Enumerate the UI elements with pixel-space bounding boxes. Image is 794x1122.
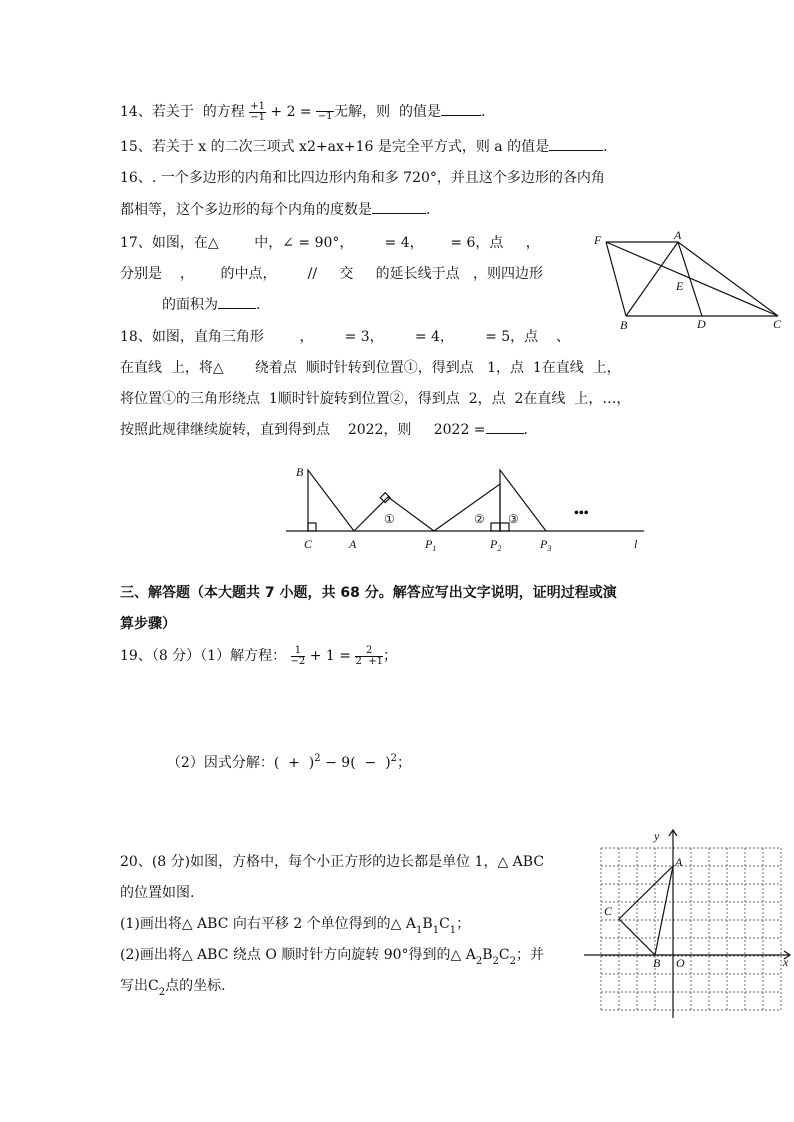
fig20-label-C: C xyxy=(604,904,613,918)
q18-text-a: 18、如图，直角三角形 xyxy=(120,329,264,345)
q18-text-b: ， xyxy=(299,329,314,345)
q14-text-c: + 2 = xyxy=(270,104,312,120)
figure-17-parallelogram xyxy=(592,228,790,334)
q14-text-e: 的值是 xyxy=(399,104,442,120)
q20-line4-end: ；并 xyxy=(515,947,544,963)
q17-period: . xyxy=(256,297,261,313)
fig20-label-x: x xyxy=(783,955,789,969)
q19-fraction-1: $\frac{1}{-2}$ xyxy=(290,644,306,667)
q19-text-b: + 1 = xyxy=(309,648,352,664)
q18-text-d: = 4， xyxy=(414,329,454,345)
question-18-line2: 在直线 上，将△ 绕着点 顺时针转到位置①，得到点 1，点 1在直线 上， xyxy=(120,360,621,376)
fig18-label-l: l xyxy=(634,537,638,551)
fig17-label-F: F xyxy=(594,233,602,247)
q14-text-b: 的方程 xyxy=(202,104,245,120)
q17-line2-c: 的中点， xyxy=(220,266,277,282)
q19-p2-a: （2）因式分解：( + ) xyxy=(166,755,315,771)
q15-period: . xyxy=(603,139,608,155)
q20-line4-text: (2)画出将△ ABC 绕点 O 顺时针方向旋转 90°得到的△ A xyxy=(120,947,476,963)
fig17-segment-BA xyxy=(626,242,678,316)
question-17-line3 xyxy=(162,294,260,314)
q17-text-b: 中，∠ xyxy=(254,235,294,251)
q20-sub-b1: 1 xyxy=(432,925,440,936)
q14-period: . xyxy=(481,104,486,120)
fig18-label-C: C xyxy=(304,537,313,551)
q17-line2-f: 的延长线于点 xyxy=(375,266,460,282)
q14-text-d: 无解，则 xyxy=(334,104,391,120)
q17-text-c: = 90°， xyxy=(298,235,354,251)
q16-answer-blank[interactable] xyxy=(372,199,426,214)
q20-sub-c1: 1 xyxy=(449,925,457,936)
question-19-part2 xyxy=(158,736,411,772)
q17-line2-b: ， xyxy=(179,266,194,282)
fig20-label-A: A xyxy=(675,855,683,869)
q18-period: . xyxy=(523,422,528,438)
q18-line4-c: 2022 = xyxy=(433,422,486,438)
q20-line3-text: (1)画出将△ ABC 向右平移 2 个单位得到的△ A xyxy=(120,916,417,932)
q20-line5-text: 写出C xyxy=(120,978,159,994)
question-16-line1: 16、. 一个多边形的内角和比四边形内角和多 720°，并且这个多边形的各内角 xyxy=(120,170,605,186)
q19-p2-e: ； xyxy=(397,755,412,771)
question-17-line2 xyxy=(120,263,543,283)
question-18-line1 xyxy=(120,326,570,346)
q14-fraction-2: −1 xyxy=(316,102,334,122)
q18-line4-a: 按照此规律继续旋转，直到得到点 xyxy=(120,422,330,438)
fig18-position-1: ① xyxy=(384,512,395,526)
question-20-line5 xyxy=(120,975,226,998)
fig18-label-B: B xyxy=(296,465,304,479)
question-20-line1: 20、(8 分)如图，方格中，每个小正方形的边长都是单位 1，△ ABC xyxy=(120,854,545,870)
question-20-line4: (2)画出将△ ABC 绕点 O 顺时针方向旋转 90°得到的△ $A_2B_2C_2$；并 xyxy=(120,947,544,967)
q17-line2-e: 交 xyxy=(339,266,354,282)
question-17-line1 xyxy=(120,232,540,252)
fig20-triangle-ABC xyxy=(619,866,673,955)
fig18-right-angle-2 xyxy=(491,523,500,531)
fig17-segment-FB xyxy=(606,242,626,316)
question-20-line3: (1)画出将△ ABC 向右平移 2 个单位得到的△ $A_1B_1C_1$； xyxy=(120,916,471,936)
fig18-right-angle-C xyxy=(308,523,316,531)
fig18-label-A: A xyxy=(349,537,357,551)
question-14 xyxy=(120,101,485,123)
q17-line3: 的面积为 xyxy=(162,297,218,313)
fig18-label-P1: $P_1$ xyxy=(425,537,437,552)
fig20-label-O: O xyxy=(676,956,685,970)
q20-line5-end: 点的坐标. xyxy=(165,978,226,994)
q20-line5-sub: 2 xyxy=(158,987,166,998)
question-20-line2: 的位置如图. xyxy=(120,885,195,901)
q18-text-f: 、 xyxy=(556,329,570,345)
q19-p2-c: − 9( − ) xyxy=(320,755,391,771)
section-3-heading-line2: 算步骤） xyxy=(120,616,176,632)
q15-answer-blank[interactable] xyxy=(549,136,603,151)
q17-text-a: 17、如图，在△ xyxy=(120,235,219,251)
fig18-position-3: ③ xyxy=(508,512,519,526)
section-3-heading-line1: 三、解答题（本大题共 7 小题，共 68 分。解答应写出文字说明，证明过程或演 xyxy=(120,585,617,601)
figure-20-coordinate-grid xyxy=(584,826,792,1020)
q16-text: 都相等，这个多边形的每个内角的度数是 xyxy=(120,202,372,218)
fig18-triangle-2 xyxy=(434,484,500,531)
question-18-line4 xyxy=(120,419,528,439)
fig17-label-C: C xyxy=(773,317,782,331)
fig18-label-P2: $P_2$ xyxy=(490,537,502,552)
q17-answer-blank[interactable] xyxy=(218,294,256,309)
q20-sub-a1: 1 xyxy=(416,925,423,936)
fig18-ellipsis: ••• xyxy=(574,506,589,521)
q19-fraction-2: $\frac{2}{2 +1}$ xyxy=(355,644,383,667)
fig18-position-2: ② xyxy=(474,512,485,526)
fig20-label-B: B xyxy=(653,956,661,970)
q16-period: . xyxy=(426,202,431,218)
fig17-label-B: B xyxy=(620,318,628,332)
fig17-label-E: E xyxy=(676,279,684,293)
fig17-label-D: D xyxy=(697,317,706,331)
q17-text-f: ， xyxy=(525,235,540,251)
question-19-part1 xyxy=(120,645,397,667)
question-16-line2 xyxy=(120,199,430,219)
fig18-triangle-original xyxy=(308,470,354,531)
fig18-triangle-3 xyxy=(500,470,546,531)
q17-text-e: = 6，点 xyxy=(450,235,504,251)
q19-p2-exp1: 2 xyxy=(314,753,321,764)
q14-fraction-1: $\frac{+1}{-1}$ xyxy=(250,100,265,123)
q17-line2-a: 分别是 xyxy=(120,266,162,282)
q19-text-a: 19、（8 分）（1）解方程： xyxy=(120,648,287,664)
q14-text-a: 14、若关于 xyxy=(120,104,194,120)
figure-18-rotating-triangles xyxy=(286,460,652,552)
question-18-line3: 将位置①的三角形绕点 1顺时针旋转到位置②，得到点 2，点 2在直线 上，…， xyxy=(120,391,631,407)
q19-p2-exp2: 2 xyxy=(390,753,398,764)
q17-text-d: = 4， xyxy=(384,235,424,251)
q18-answer-blank[interactable] xyxy=(486,419,524,434)
fig20-dashed-grid xyxy=(601,848,781,1010)
q18-text-c: = 3， xyxy=(344,329,384,345)
fig18-label-P3: $P_3$ xyxy=(540,537,552,552)
q17-line2-d: // xyxy=(307,266,318,282)
question-15 xyxy=(120,136,608,156)
fig20-label-y: y xyxy=(654,829,660,843)
q18-line4-b: 2022，则 xyxy=(347,422,412,438)
q17-line2-g: ，则四边形 xyxy=(473,266,543,282)
q14-answer-blank[interactable] xyxy=(441,101,481,116)
fig17-label-A: A xyxy=(674,228,682,242)
q19-text-c: ； xyxy=(382,648,397,664)
q15-text: 15、若关于 x 的二次三项式 x2+ax+16 是完全平方式，则 a 的值是 xyxy=(120,139,550,155)
q18-text-e: = 5，点 xyxy=(485,329,539,345)
